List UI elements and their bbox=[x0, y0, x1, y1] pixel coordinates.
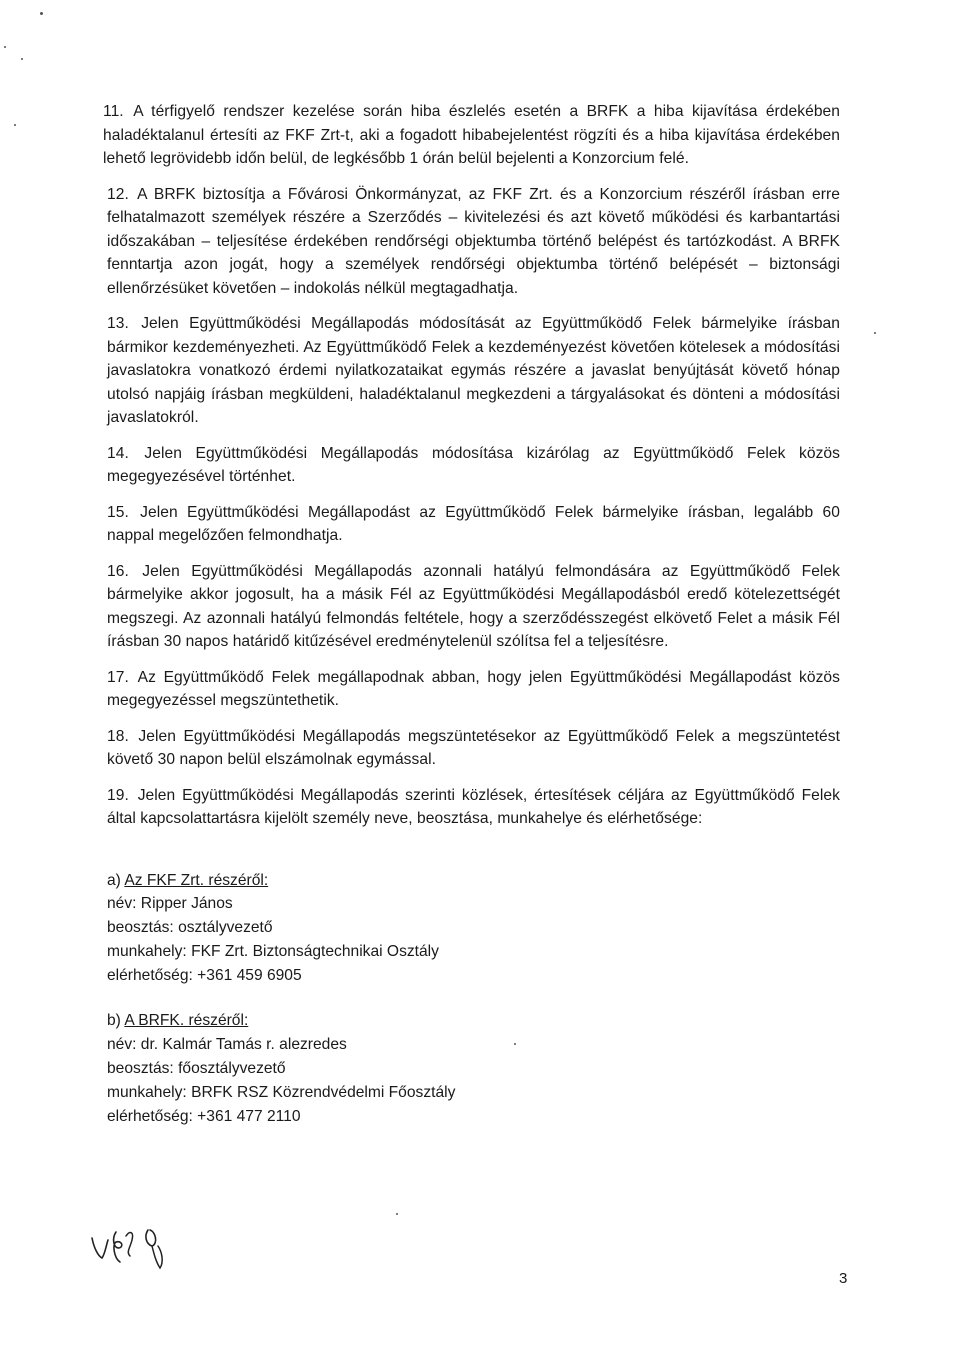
clause-13 bbox=[107, 312, 840, 430]
clause-text: Az Együttműködő Felek megállapodnak abban, hogy jelen Együttműködési Megállapodást közös megegyezéssel megszüntethetik. bbox=[107, 668, 840, 709]
clause-11 bbox=[103, 100, 840, 171]
handwritten-initials bbox=[86, 1218, 196, 1280]
spacer bbox=[107, 843, 840, 869]
contact-position: beosztás: főosztályvezető bbox=[107, 1060, 286, 1078]
clause-15 bbox=[107, 501, 840, 548]
scan-speck bbox=[21, 58, 23, 60]
clause-number: 12. bbox=[107, 185, 129, 203]
contact-name: név: Ripper János bbox=[107, 895, 233, 913]
clause-text: Jelen Együttműködési Megállapodás megszüntetésekor az Együttműködő Felek a megszüntetést követő 30 napon belül elszámolnak egymással. bbox=[107, 727, 840, 768]
scan-speck bbox=[4, 46, 6, 48]
clause-text: Jelen Együttműködési Megállapodás módosítása kizárólag az Együttműködő Felek közös megegyezésével történhet. bbox=[107, 444, 840, 485]
clause-number: 15. bbox=[107, 503, 129, 521]
contact-organization: Az FKF Zrt. részéről: bbox=[124, 871, 269, 889]
contact-organization: A BRFK. részéről: bbox=[124, 1012, 249, 1030]
clause-number: 17. bbox=[107, 668, 129, 686]
clause-number: 13. bbox=[107, 315, 129, 332]
page-number: 3 bbox=[839, 1270, 848, 1287]
contact-position: beosztás: osztályvezető bbox=[107, 919, 273, 937]
contact-prefix: a) bbox=[107, 871, 121, 889]
scan-speck bbox=[514, 1043, 516, 1045]
clause-number: 16. bbox=[107, 562, 129, 580]
clause-14 bbox=[107, 442, 840, 489]
clause-19 bbox=[107, 784, 840, 831]
clause-text: Jelen Együttműködési Megállapodás szerinti közlések, értesítések céljára az Együttműködő Felek által kapcsolattartásra kijelölt személy neve, beosztása, munkahelye és elérhetősége: bbox=[107, 786, 840, 827]
clause-18 bbox=[107, 725, 840, 772]
clause-12 bbox=[107, 183, 840, 301]
contact-phone: elérhetőség: +361 459 6905 bbox=[107, 966, 302, 984]
contact-name: név: dr. Kalmár Tamás r. alezredes bbox=[107, 1036, 347, 1054]
clause-number: 11. bbox=[103, 103, 124, 120]
clause-number: 19. bbox=[107, 786, 129, 804]
paragraph-list bbox=[103, 100, 840, 831]
clause-number: 14. bbox=[107, 444, 129, 462]
clause-text: A BRFK biztosítja a Fővárosi Önkormányzat, az FKF Zrt. és a Konzorcium részéről írásban erre felhatalmazott személyek részére a Szerződés – kivitelezési és azt követő működési és karbantartási időszakában – teljesítése érdekében rendőrségi objektumba történő belépést és tartózkodást. A BRFK fenntartja azon jogát, hogy a személyek rendőrségi objektumba történő belépését – biztonsági ellenőrzésüket követően – indokolás nélkül megtagadhatja. bbox=[107, 185, 840, 297]
clause-text: Jelen Együttműködési Megállapodás módosítását az Együttműködő Felek bármelyike írásban bármikor kezdeményezheti. Az Együttműködő Felek a kezdeményezést követően kötelesek a módosítási javaslatokra vonatkozó érdemi nyilatkozataikat egymás részére a javaslat benyújtását követő hónap utolsó napjáig írásban megküldeni, haladéktalanul megkezdeni a tárgyalásokat és dönteni a módosítási javaslatokról. bbox=[107, 315, 840, 426]
contact-brfk bbox=[107, 1009, 840, 1128]
contact-heading bbox=[107, 1009, 840, 1033]
contact-workplace: munkahely: BRFK RSZ Közrendvédelmi Főosztály bbox=[107, 1083, 456, 1101]
clause-text: Jelen Együttműködési Megállapodást az Együttműködő Felek bármelyike írásban, legalább 60 nappal megelőzően felmondhatja. bbox=[107, 503, 840, 544]
scan-speck bbox=[14, 124, 16, 126]
contact-heading bbox=[107, 869, 840, 893]
scan-speck bbox=[40, 12, 43, 15]
contact-phone: elérhetőség: +361 477 2110 bbox=[107, 1107, 301, 1125]
clause-16 bbox=[107, 560, 840, 654]
clause-number: 18. bbox=[107, 727, 129, 745]
document-body bbox=[103, 100, 840, 1150]
clause-text: Jelen Együttműködési Megállapodás azonnali hatályú felmondására az Együttműködő Felek bármelyike akkor jogosult, ha a másik Fél az Együttműködési Megállapodásból eredő kötelezettségét megszegi. Az azonnali hatályú felmondás feltétele, hogy a szerződésszegést elkövető Felet a másik Fél írásban 30 napos határidő kitűzésével eredménytelenül szólítsa fel a teljesítésre. bbox=[107, 562, 840, 650]
scan-speck bbox=[396, 1213, 398, 1215]
contact-prefix: b) bbox=[107, 1012, 121, 1030]
scan-speck bbox=[874, 332, 876, 334]
clause-17 bbox=[107, 666, 840, 713]
clause-text: A térfigyelő rendszer kezelése során hiba észlelés esetén a BRFK a hiba kijavítása érdekében haladéktalanul értesíti az FKF Zrt-t, aki a fogadott hibabejelentést rögzíti és a hiba kijavítása érdekében lehető legrövidebb időn belül, de legkésőbb 1 órán belül bejelenti a Konzorcium felé. bbox=[103, 103, 840, 167]
contact-workplace: munkahely: FKF Zrt. Biztonságtechnikai Osztály bbox=[107, 942, 439, 960]
contact-fkf bbox=[107, 869, 840, 988]
